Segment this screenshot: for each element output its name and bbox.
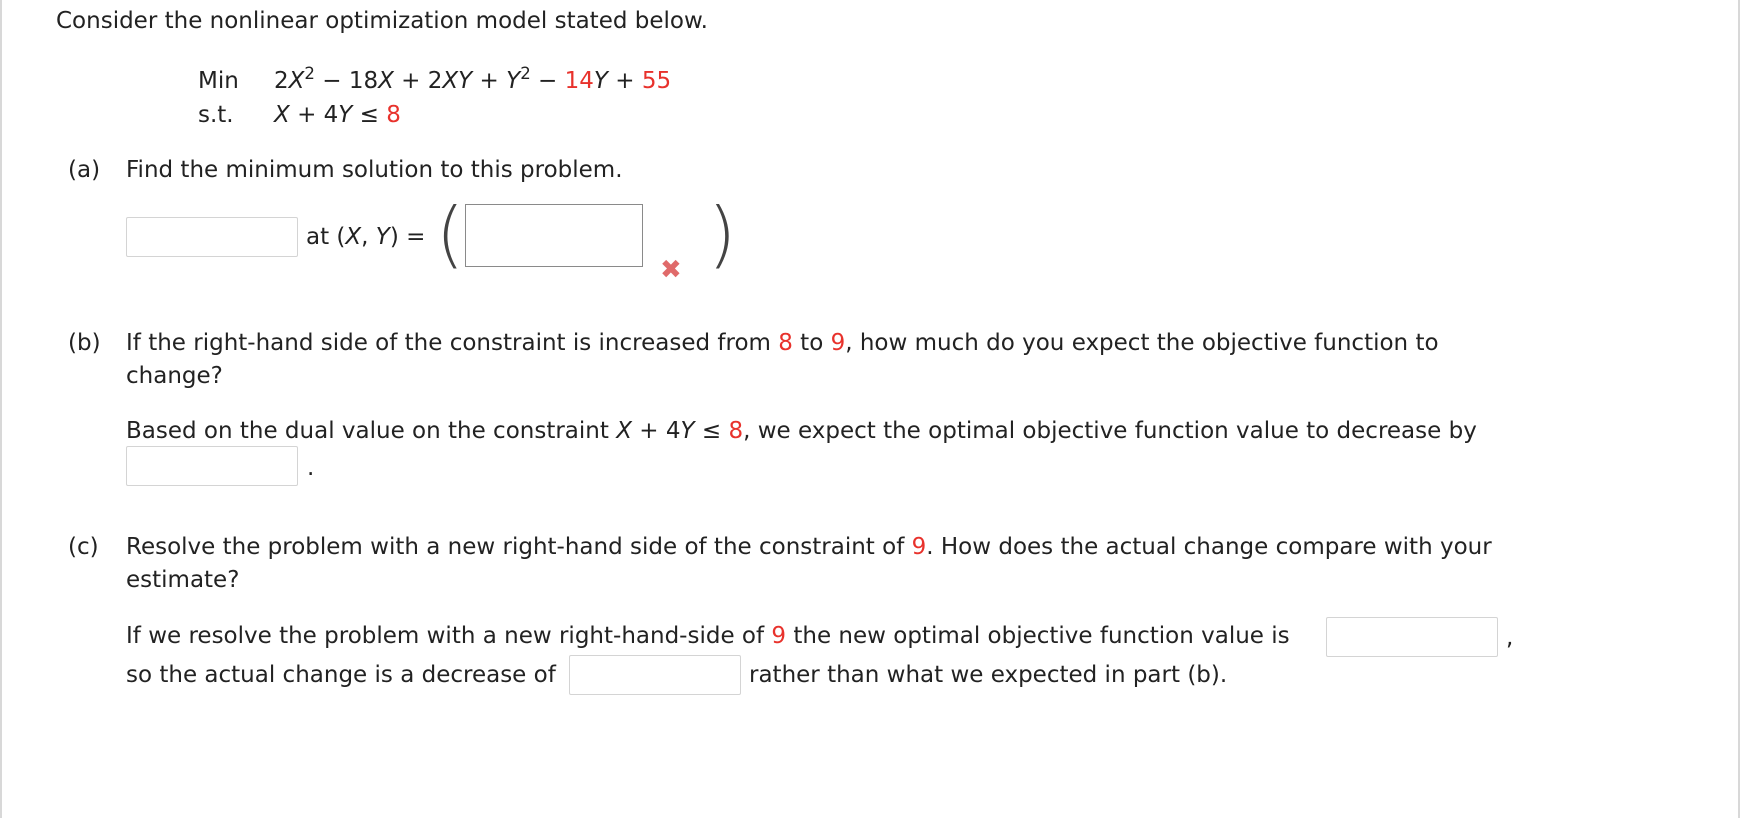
period: . bbox=[307, 455, 315, 481]
part-c-answer-line2: so the actual change is a decrease of bbox=[126, 662, 556, 688]
constraint: X + 4Y ≤ 8 bbox=[274, 102, 401, 128]
part-c-answer-line1: If we resolve the problem with a new right-hand-side of 9 the new optimal objective function value is bbox=[126, 623, 1290, 649]
part-c-question-line1: Resolve the problem with a new right-hand side of the constraint of 9. How does the actual change compare with your bbox=[126, 534, 1492, 560]
min-value-input[interactable] bbox=[126, 217, 298, 257]
part-c-answer-line3: rather than what we expected in part (b). bbox=[749, 662, 1228, 688]
intro-text: Consider the nonlinear optimization model stated below. bbox=[56, 8, 708, 34]
new-objective-value-input[interactable] bbox=[1326, 617, 1498, 657]
wrong-answer-icon: ✖ bbox=[660, 255, 682, 285]
part-b-label: (b) bbox=[68, 330, 101, 356]
part-c-question-line2: estimate? bbox=[126, 567, 240, 593]
part-b-question-line2: change? bbox=[126, 363, 223, 389]
part-a-label: (a) bbox=[68, 157, 101, 183]
part-c-label: (c) bbox=[68, 534, 99, 560]
actual-decrease-input[interactable] bbox=[569, 655, 741, 695]
part-a-question: Find the minimum solution to this problem. bbox=[126, 157, 623, 183]
x-value-input[interactable] bbox=[465, 204, 643, 267]
expected-decrease-input[interactable] bbox=[126, 446, 298, 486]
comma: , bbox=[1506, 625, 1514, 651]
close-paren: ) bbox=[708, 192, 737, 276]
at-xy-label: at (X, Y) = bbox=[306, 224, 426, 250]
objective-function: $2X^2 - 18X + 2XY + Y^2 - 14Y + 55$ bbox=[274, 63, 672, 94]
part-b-question-line1: If the right-hand side of the constraint is increased from 8 to 9, how much do you expect the objective function to bbox=[126, 330, 1439, 356]
min-label: Min bbox=[198, 68, 239, 94]
part-b-answer-text: Based on the dual value on the constraint X + 4Y ≤ 8, we expect the optimal objective function value to decrease by bbox=[126, 418, 1477, 444]
st-label: s.t. bbox=[198, 102, 234, 128]
open-paren: ( bbox=[436, 192, 465, 276]
